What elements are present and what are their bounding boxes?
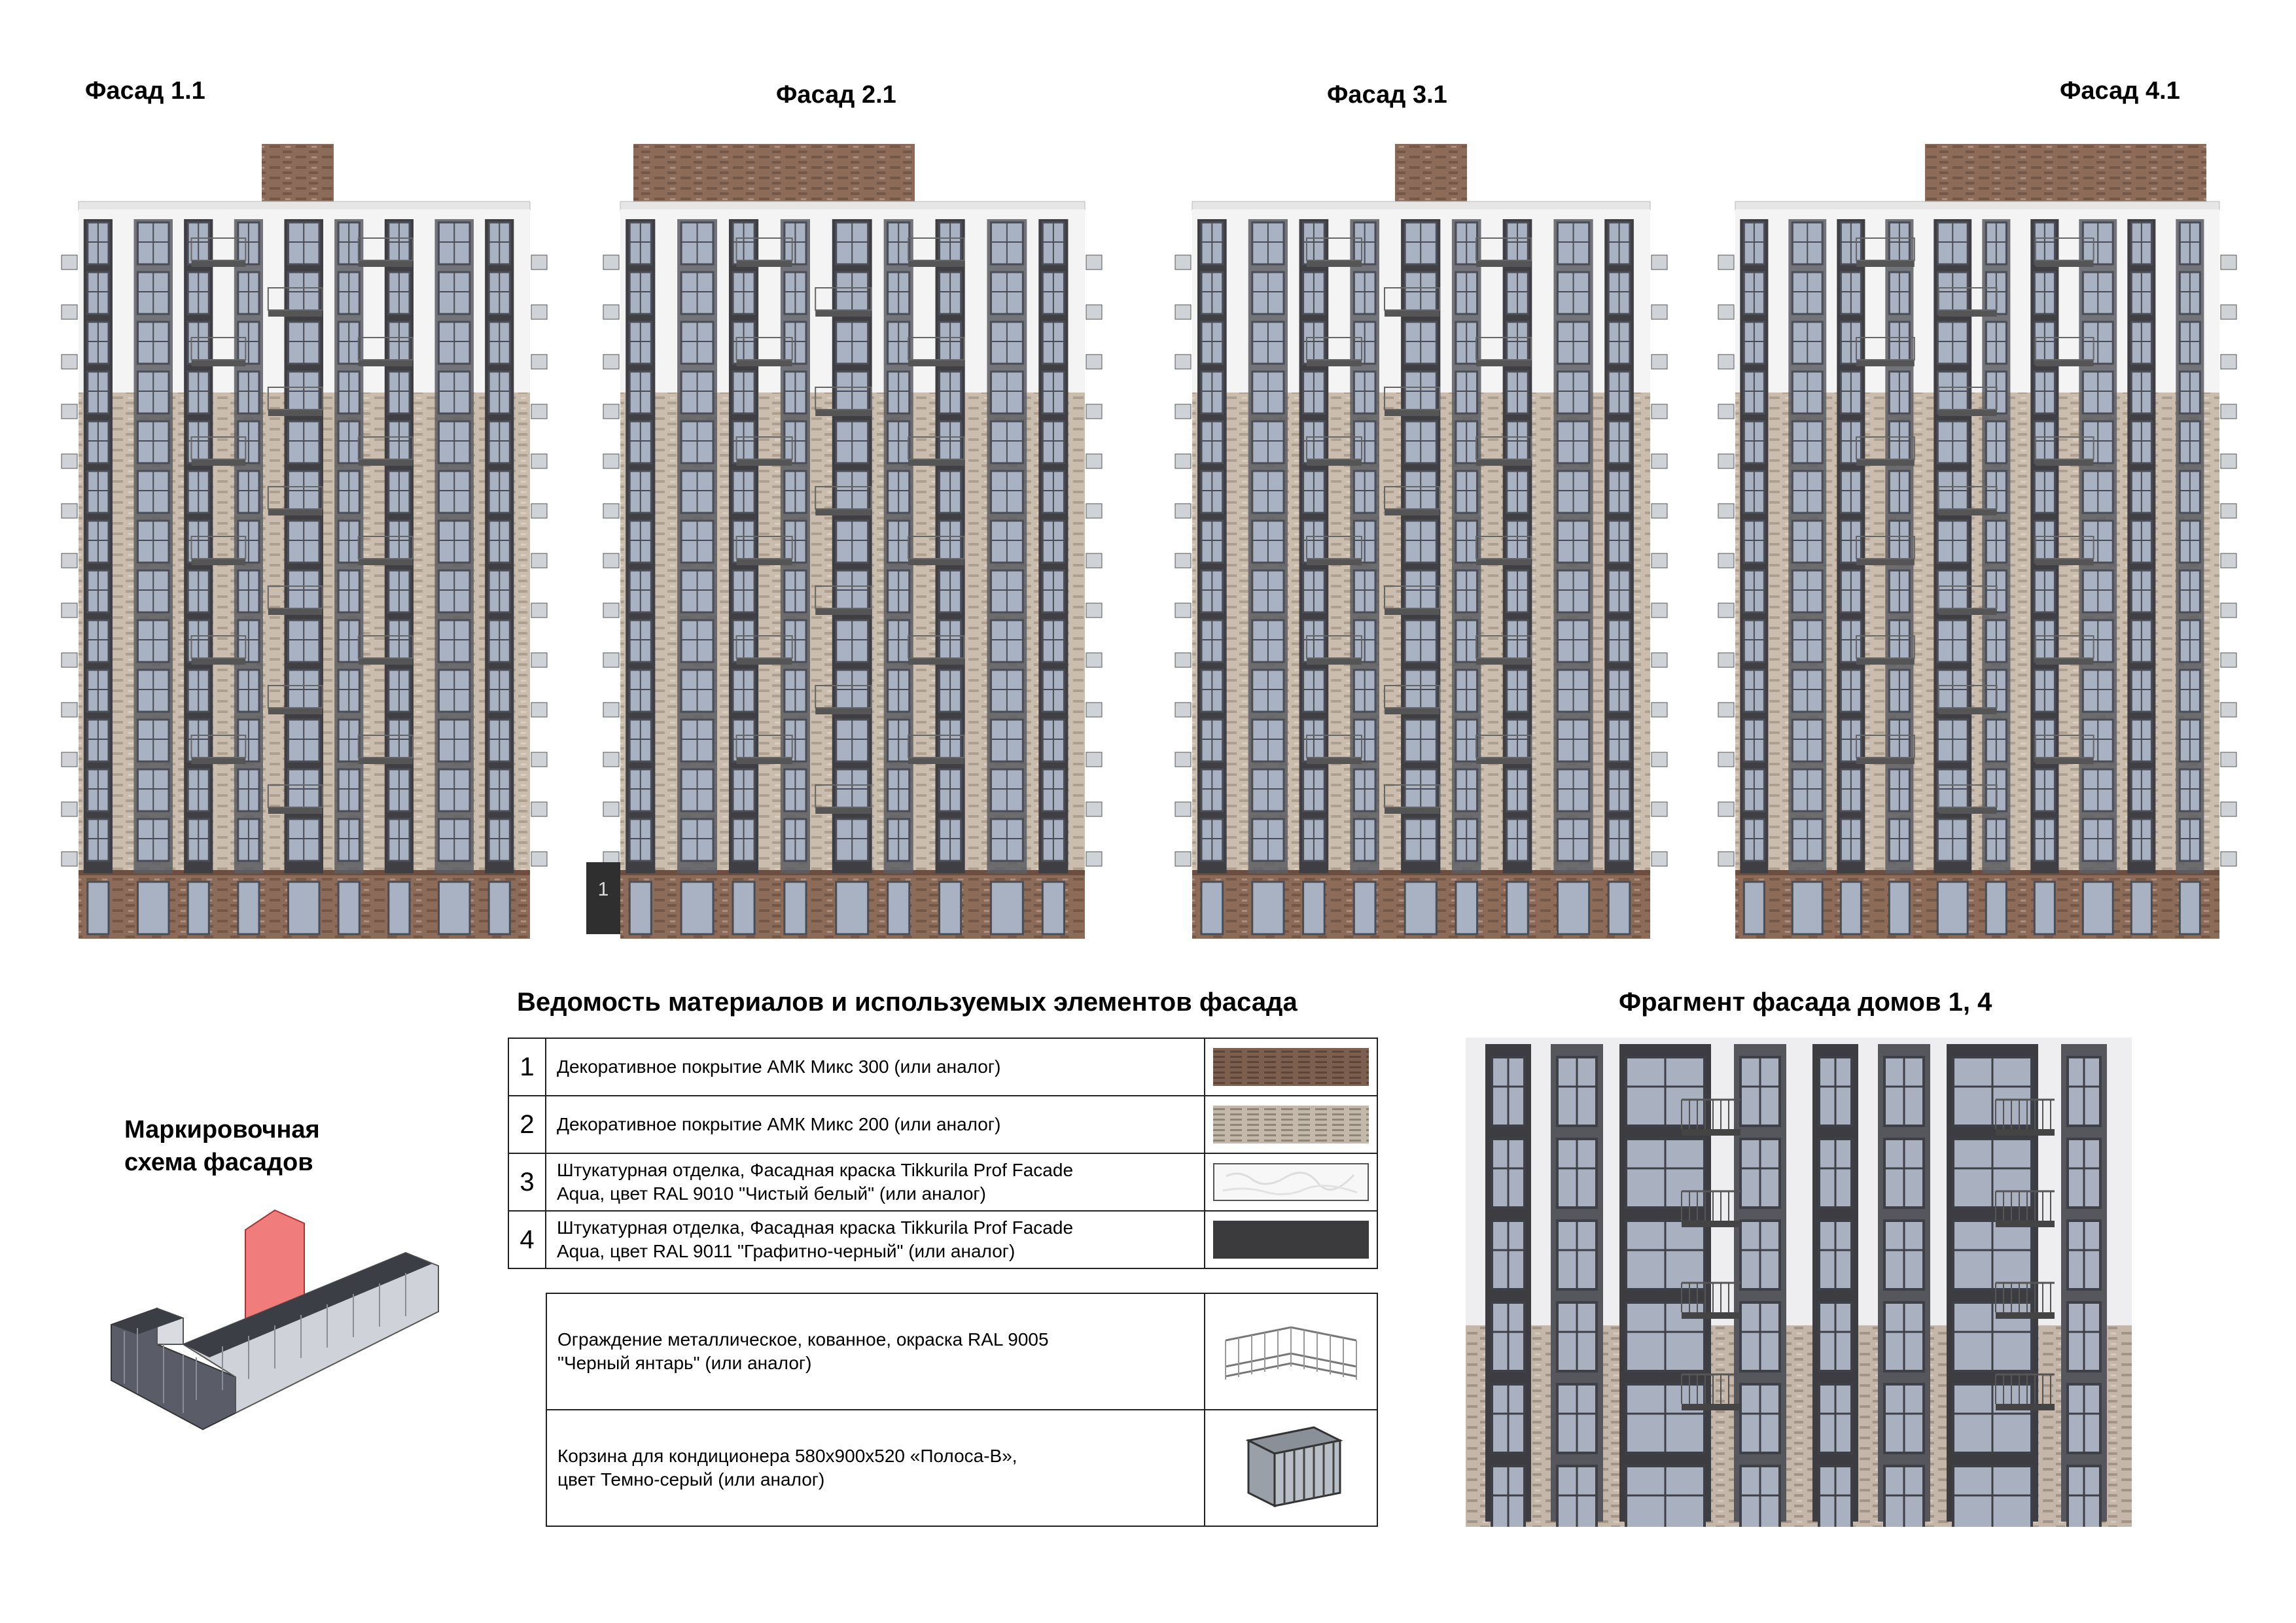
material-desc-line2: Aqua, цвет RAL 9010 "Чистый белый" (или аналог) <box>557 1183 986 1204</box>
marking-scheme-diagram <box>98 1204 458 1459</box>
element-desc-line1: Корзина для кондиционера 580х900х520 «Полоса-В», <box>557 1446 1017 1466</box>
facade-fragment-image <box>1466 1038 2132 1527</box>
facade-title-1: Фасад 1.1 <box>85 77 205 105</box>
material-num: 2 <box>508 1096 546 1153</box>
white-plaster-swatch <box>1213 1163 1369 1201</box>
facade-title-2: Фасад 2.1 <box>776 81 896 109</box>
facade-title-4: Фасад 4.1 <box>2060 77 2180 105</box>
element-row <box>546 1293 1377 1410</box>
material-desc <box>546 1153 1205 1211</box>
element-desc <box>546 1293 1205 1410</box>
facade-elevation-1 <box>59 144 550 942</box>
elements-table <box>546 1293 1378 1527</box>
facade-elevation-2 <box>601 144 1104 942</box>
material-swatch-brick-beige <box>1205 1096 1377 1153</box>
ac-basket-icon <box>1235 1421 1347 1512</box>
material-num: 1 <box>508 1038 546 1096</box>
element-desc-line2: "Черный янтарь" (или аналог) <box>557 1353 812 1373</box>
brick-beige-swatch <box>1213 1106 1369 1143</box>
railing-icon <box>1219 1314 1363 1386</box>
material-swatch-graphite <box>1205 1211 1377 1268</box>
material-row <box>508 1038 1377 1096</box>
material-row <box>508 1096 1377 1153</box>
fragment-title: Фрагмент фасада домов 1, 4 <box>1619 988 1992 1017</box>
material-num: 3 <box>508 1153 546 1211</box>
material-row <box>508 1211 1377 1268</box>
material-swatch-brick-brown <box>1205 1038 1377 1096</box>
scheme-title <box>124 1113 320 1179</box>
element-desc-line2: цвет Темно-серый (или аналог) <box>557 1469 825 1490</box>
scheme-title-line1: Маркировочная <box>124 1116 320 1143</box>
facade-elevation-3 <box>1173 144 1670 942</box>
material-num: 4 <box>508 1211 546 1268</box>
facade-title-3: Фасад 3.1 <box>1327 81 1447 109</box>
material-swatch-white-plaster <box>1205 1153 1377 1211</box>
graphite-swatch <box>1213 1221 1369 1259</box>
material-desc: Декоративное покрытие АМК Микс 200 (или аналог) <box>546 1096 1205 1153</box>
material-desc <box>546 1211 1205 1268</box>
material-desc-line1: Штукатурная отделка, Фасадная краска Tikkurila Prof Facade <box>557 1160 1074 1180</box>
brick-brown-swatch <box>1213 1048 1369 1086</box>
material-row <box>508 1153 1377 1211</box>
element-image <box>1205 1293 1377 1410</box>
material-desc: Декоративное покрытие АМК Микс 300 (или аналог) <box>546 1038 1205 1096</box>
element-desc-line1: Ограждение металлическое, кованное, окраска RAL 9005 <box>557 1329 1049 1350</box>
entrance-marker: 1 <box>586 862 620 934</box>
facade-elevation-4 <box>1716 144 2239 942</box>
element-image <box>1205 1410 1377 1526</box>
material-desc-line1: Штукатурная отделка, Фасадная краска Tikkurila Prof Facade <box>557 1217 1074 1238</box>
scheme-title-line2: схема фасадов <box>124 1149 313 1176</box>
element-desc <box>546 1410 1205 1526</box>
materials-table <box>508 1038 1378 1269</box>
element-row <box>546 1410 1377 1526</box>
material-desc-line2: Aqua, цвет RAL 9011 "Графитно-черный" (или аналог) <box>557 1241 1016 1261</box>
materials-title: Ведомость материалов и используемых элементов фасада <box>517 988 1298 1017</box>
